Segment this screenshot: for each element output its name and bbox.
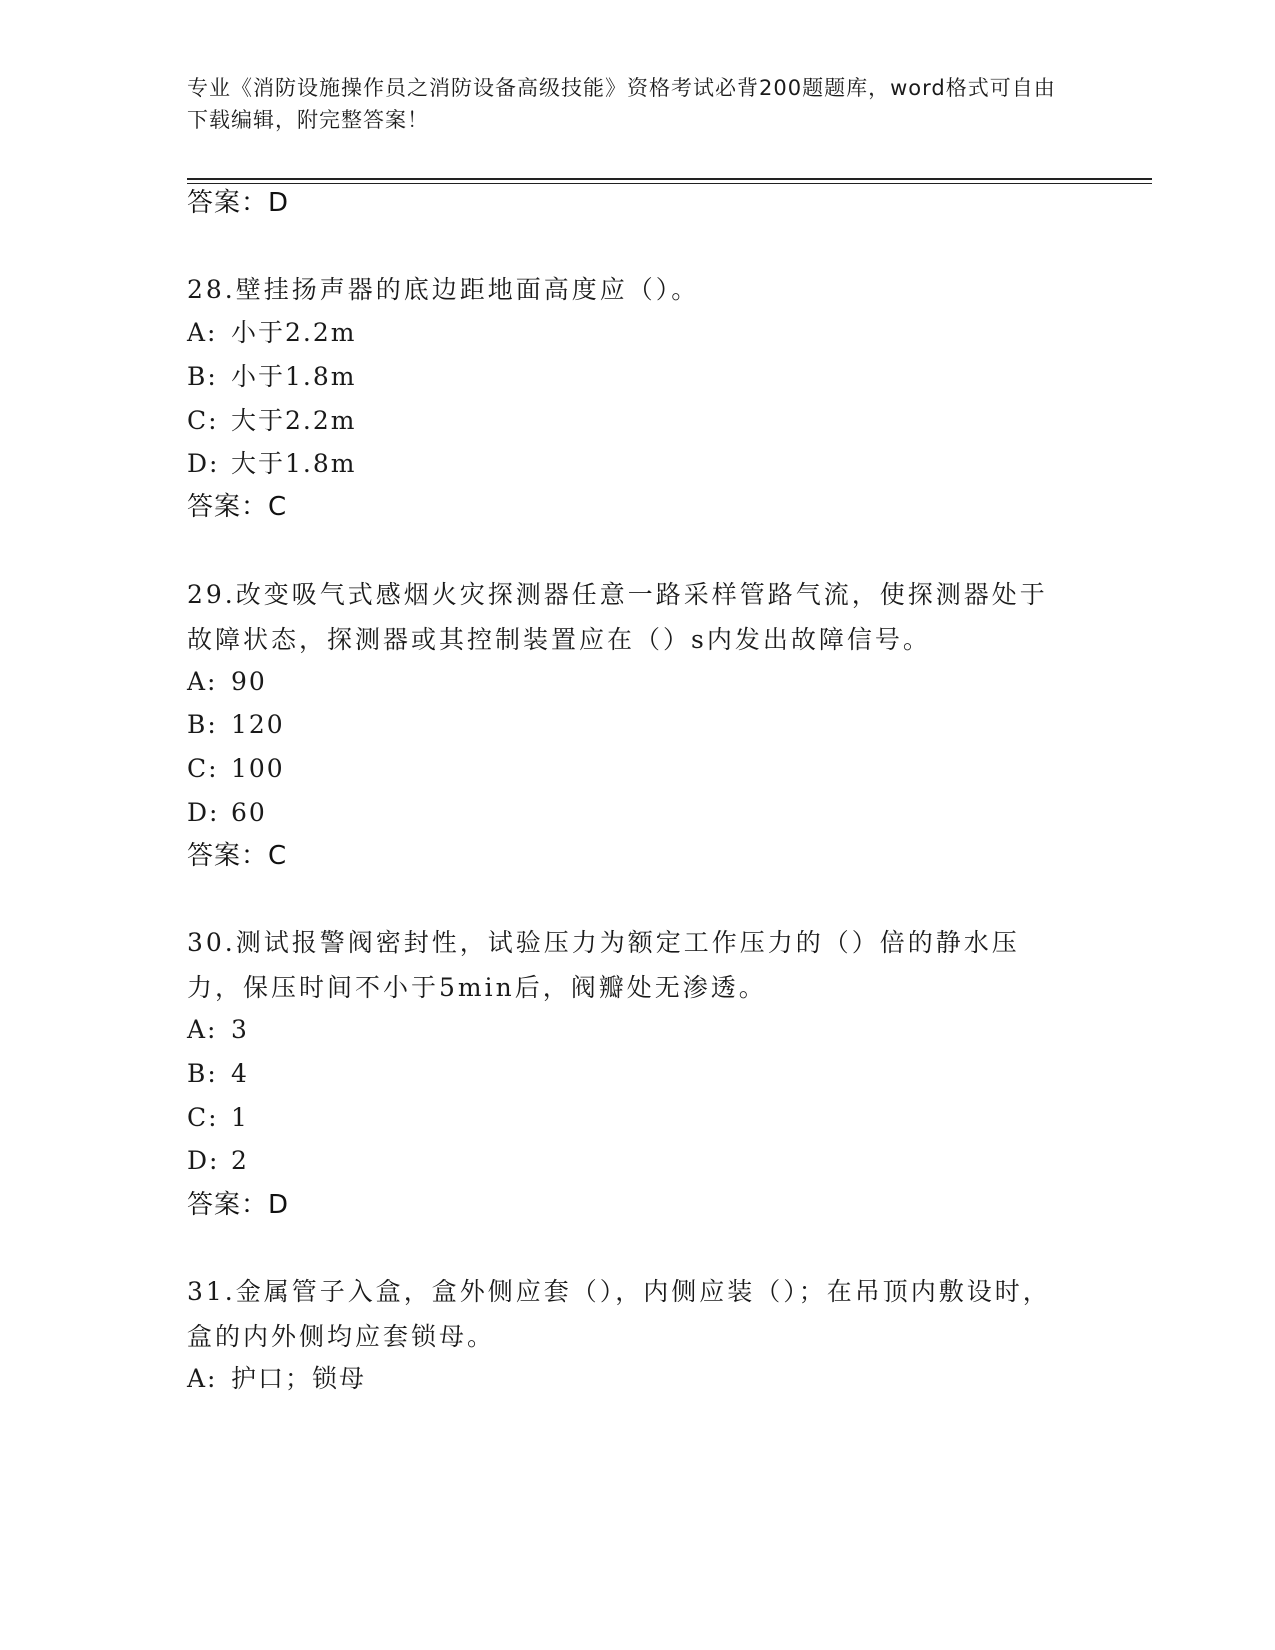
option-key: D: bbox=[187, 798, 220, 827]
answer-line: 答案：C bbox=[187, 841, 288, 871]
option-key: A: bbox=[187, 667, 218, 696]
option-key: C: bbox=[187, 754, 219, 783]
option-key: A: bbox=[187, 1364, 218, 1393]
option-value: 2 bbox=[231, 1146, 249, 1175]
option-value: 1 bbox=[231, 1103, 249, 1132]
option-key: D: bbox=[187, 449, 220, 478]
question-text: 28.壁挂扬声器的底边距地面高度应（）。 bbox=[187, 275, 700, 304]
option-key: C: bbox=[187, 406, 219, 435]
option-value: 90 bbox=[231, 667, 267, 696]
option-line bbox=[187, 316, 356, 350]
option-line bbox=[187, 1144, 249, 1178]
option-key: B: bbox=[187, 710, 218, 739]
option-key: B: bbox=[187, 362, 218, 391]
answer-line: 答案：D bbox=[187, 1190, 290, 1220]
option-line bbox=[187, 752, 285, 786]
option-line bbox=[187, 1362, 366, 1396]
option-line bbox=[187, 1013, 249, 1047]
option-line bbox=[187, 1101, 249, 1135]
option-key: C: bbox=[187, 1103, 219, 1132]
option-line bbox=[187, 665, 267, 699]
option-line bbox=[187, 708, 285, 742]
option-value: 3 bbox=[231, 1015, 249, 1044]
option-key: A: bbox=[187, 318, 218, 347]
question-text: 29.改变吸气式感烟火灾探测器任意一路采样管路气流，使探测器处于故障状态，探测器或其控制装置应在（）s内发出故障信号。 bbox=[187, 580, 1048, 654]
option-value: 60 bbox=[231, 798, 267, 827]
header-rule-thick bbox=[187, 178, 1152, 180]
option-value: 4 bbox=[231, 1059, 249, 1088]
option-line bbox=[187, 447, 356, 481]
option-line bbox=[187, 404, 356, 438]
option-key: D: bbox=[187, 1146, 220, 1175]
document-header: 专业《消防设施操作员之消防设备高级技能》资格考试必背200题题库，word格式可自由下载编辑，附完整答案！ bbox=[187, 76, 1056, 132]
option-value: 100 bbox=[231, 754, 285, 783]
question-text: 30.测试报警阀密封性，试验压力为额定工作压力的（）倍的静水压力，保压时间不小于5min后，阀瓣处无渗透。 bbox=[187, 928, 1020, 1002]
option-value: 大于1.8m bbox=[231, 449, 357, 478]
question-text: 31.金属管子入盒，盒外侧应套（），内侧应装（）；在吊顶内敷设时，盒的内外侧均应套锁母。 bbox=[187, 1277, 1051, 1351]
option-value: 120 bbox=[231, 710, 285, 739]
answer-line: 答案：C bbox=[187, 492, 288, 522]
option-key: B: bbox=[187, 1059, 218, 1088]
option-line bbox=[187, 796, 267, 830]
option-line bbox=[187, 360, 356, 394]
option-value: 大于2.2m bbox=[231, 406, 357, 435]
option-line bbox=[187, 1057, 249, 1091]
header-rule-thin bbox=[187, 183, 1152, 184]
option-value: 护口；锁母 bbox=[231, 1364, 367, 1393]
answer-line: 答案：D bbox=[187, 188, 290, 218]
option-key: A: bbox=[187, 1015, 218, 1044]
option-value: 小于2.2m bbox=[231, 318, 357, 347]
option-value: 小于1.8m bbox=[231, 362, 357, 391]
